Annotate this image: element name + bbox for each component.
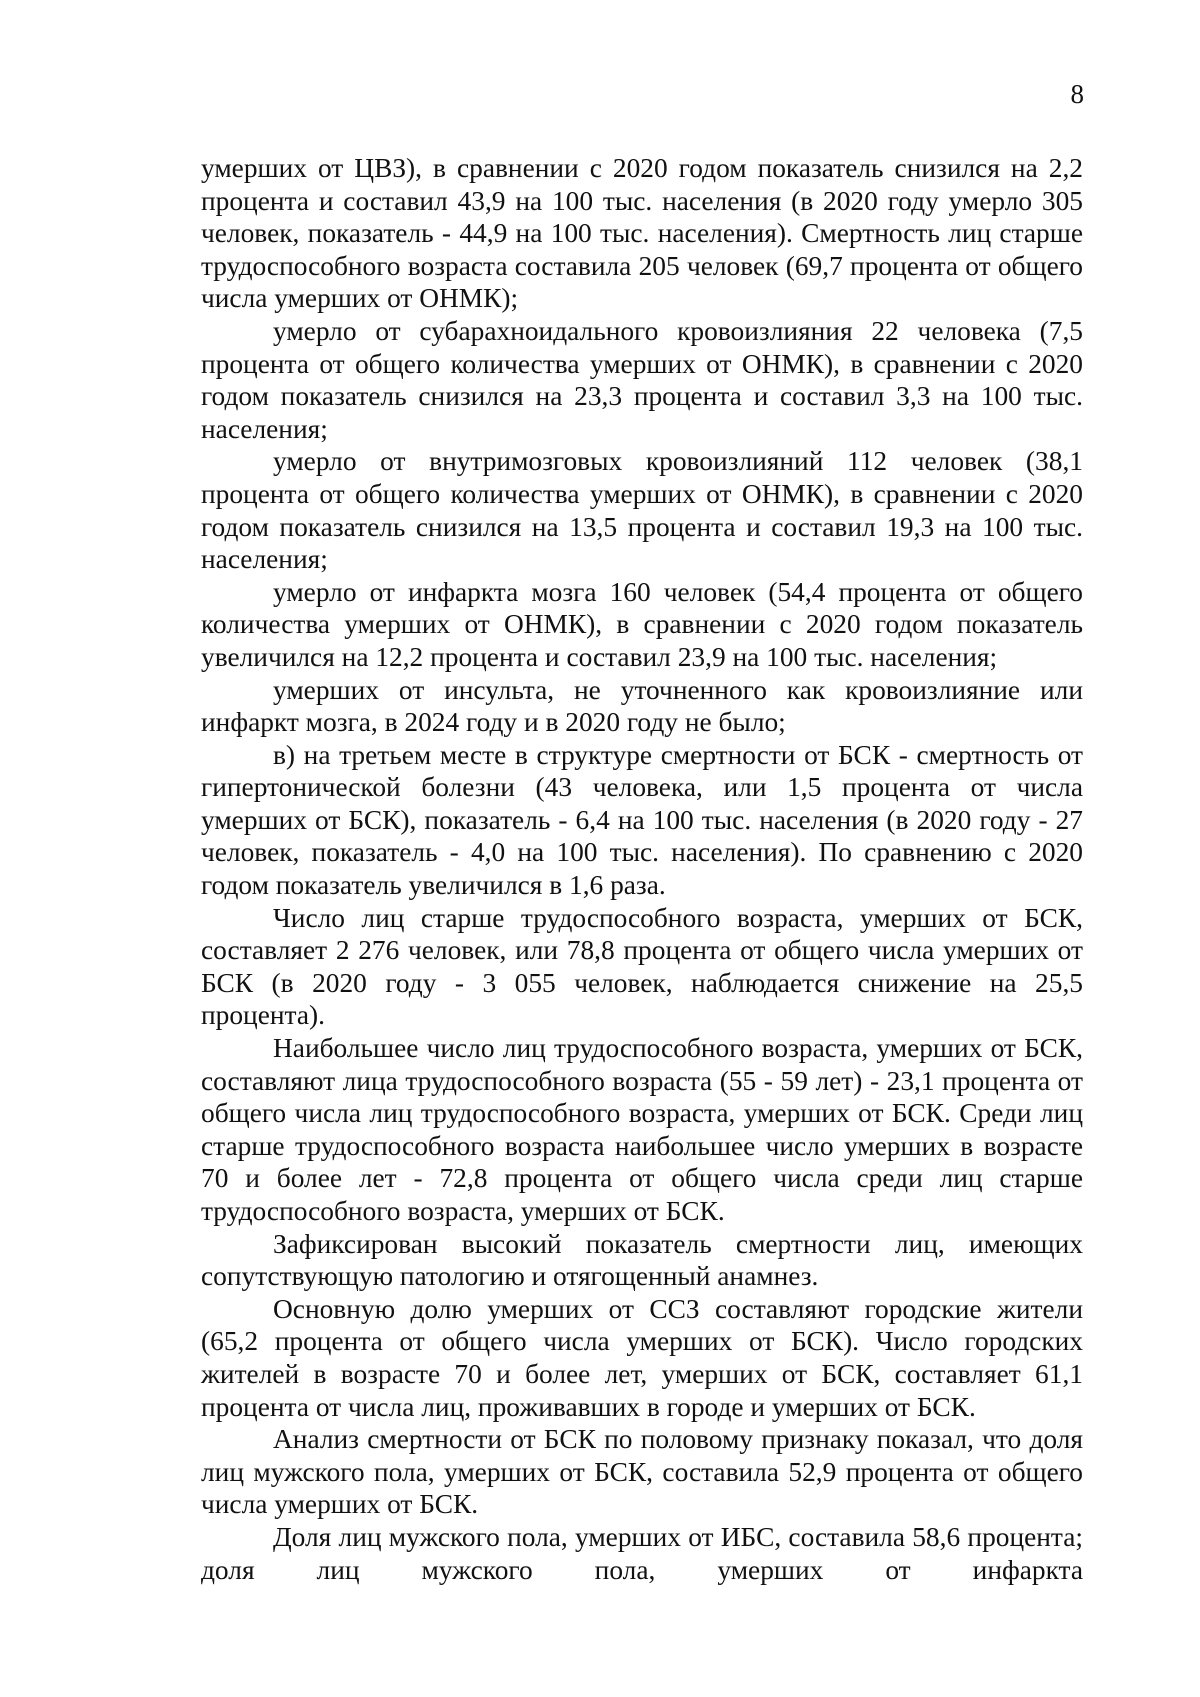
paragraph-comorbidity: Зафиксирован высокий показатель смертности лиц, имеющих сопутствующую патологию и отягощенный анамнез. (201, 1228, 1083, 1292)
paragraph-age-distribution: Наибольшее число лиц трудоспособного возраста, умерших от БСК, составляют лица трудоспособного возраста (55 - 59 лет) - 23,1 процента от общего числа лиц трудоспособного возраста, умерших от БСК. Среди лиц старше трудоспособного возраста наибольшее число умерших в возрасте 70 и более лет - 72,8 процента от общего числа среди лиц старше трудоспособного возраста, умерших от БСК. (201, 1033, 1083, 1226)
paragraph-unspecified-stroke: умерших от инсульта, не уточненного как кровоизлияние или инфаркт мозга, в 2024 году и в 2020 году не было; (201, 674, 1083, 738)
body-text (201, 152, 1083, 1586)
paragraph-urban-residents: Основную долю умерших от ССЗ составляют городские жители (65,2 процента от общего числа умерших от БСК). Число городских жителей в возрасте 70 и более лет, умерших от БСК, составляет 61,1 процента от числа лиц, проживавших в городе и умерших от БСК. (201, 1293, 1083, 1422)
paragraph-elderly-deaths: Число лиц старше трудоспособного возраста, умерших от БСК, составляет 2 276 человек, или 78,8 процента от общего числа умерших от БСК (в 2020 году - 3 055 человек, наблюдается снижение на 25,5 процента). (201, 902, 1083, 1031)
paragraph-cerebral-infarction: умерло от инфаркта мозга 160 человек (54,4 процента от общего количества умерших от ОНМК), в сравнении с 2020 годом показатель увеличился на 12,2 процента и составил 23,9 на 100 тыс. населения; (201, 576, 1083, 672)
page-number: 8 (1070, 79, 1084, 109)
paragraph-intracerebral-hemorrhage: умерло от внутримозговых кровоизлияний 112 человек (38,1 процента от общего количества умерших от ОНМК), в сравнении с 2020 годом показатель снизился на 13,5 процента и составил 19,3 на 100 тыс. населения; (201, 446, 1083, 575)
paragraph-gender-analysis: Анализ смертности от БСК по половому признаку показал, что доля лиц мужского пола, умерших от БСК, составила 52,9 процента от общего числа умерших от БСК. (201, 1424, 1083, 1520)
paragraph-hypertension: в) на третьем месте в структуре смертности от БСК - смертность от гипертонической болезни (43 человека, или 1,5 процента от числа умерших от БСК), показатель - 6,4 на 100 тыс. населения (в 2020 году - 27 человек, показатель - 4,0 на 100 тыс. населения). По сравнению с 2020 годом показатель увеличился в 1,6 раза. (201, 739, 1083, 901)
paragraph-male-ihd: Доля лиц мужского пола, умерших от ИБС, составила 58,6 процента; доля лиц мужского пола, умерших от инфаркта (201, 1521, 1083, 1585)
paragraph-cvz-mortality: умерших от ЦВЗ), в сравнении с 2020 годом показатель снизился на 2,2 процента и составил 43,9 на 100 тыс. населения (в 2020 году умерло 305 человек, показатель - 44,9 на 100 тыс. населения). Смертность лиц старше трудоспособного возраста составила 205 человек (69,7 процента от общего числа умерших от ОНМК); (201, 153, 1083, 314)
paragraph-subarachnoid-hemorrhage: умерло от субарахноидального кровоизлияния 22 человека (7,5 процента от общего количества умерших от ОНМК), в сравнении с 2020 годом показатель снизился на 23,3 процента и составил 3,3 на 100 тыс. населения; (201, 315, 1083, 444)
